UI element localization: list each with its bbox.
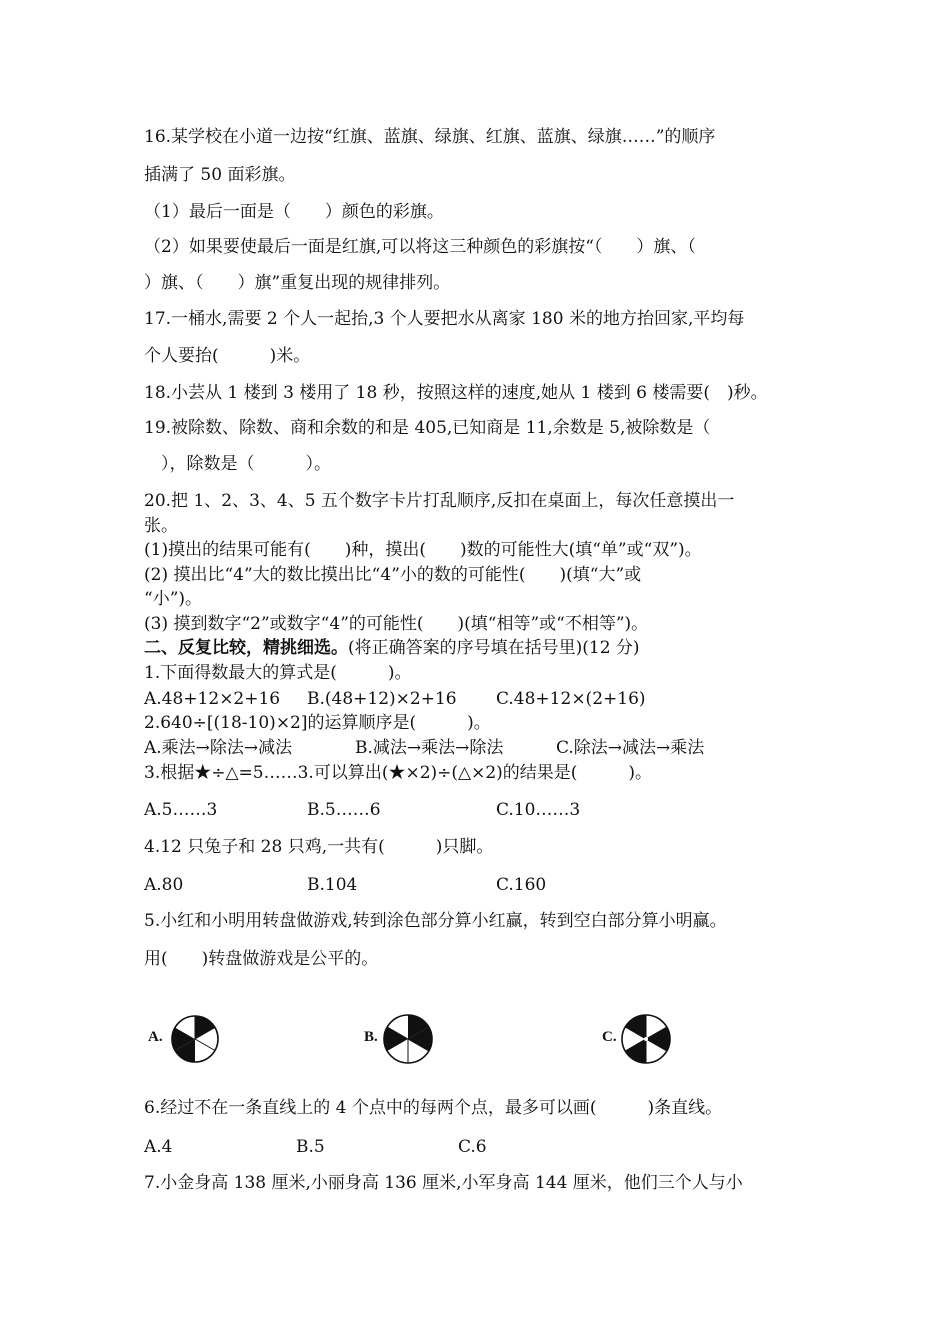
- q16-line1: 16.某学校在小道一边按“红旗、蓝旗、绿旗、红旗、蓝旗、绿旗……”的顺序: [144, 127, 716, 147]
- mc-q6-option-c: C.6: [458, 1137, 487, 1157]
- mc-q4-option-b: B.104: [307, 875, 358, 895]
- q19-line1: 19.被除数、除数、商和余数的和是 405,已知商是 11,余数是 5,被除数是（: [144, 418, 711, 438]
- mc-q3-option-c: C.10……3: [496, 800, 581, 820]
- mc-q3-option-b: B.5……6: [307, 800, 381, 820]
- mc-q7: 7.小金身高 138 厘米,小丽身高 136 厘米,小军身高 144 厘米，他们三个人与小: [144, 1173, 743, 1193]
- mc-q1: 1.下面得数最大的算式是( )。: [144, 663, 412, 683]
- mc-q1-option-a: A.48+12×2+16: [144, 689, 281, 709]
- q18: 18.小芸从 1 楼到 3 楼用了 18 秒，按照这样的速度,她从 1 楼到 6 楼需要( )秒。: [144, 383, 768, 403]
- mc-q2-option-b: B.减法→乘法→除法: [355, 738, 504, 758]
- section2-heading: [144, 637, 640, 659]
- mc-q1-option-c: C.48+12×(2+16): [496, 689, 646, 709]
- q16-sub2a: （2）如果要使最后一面是红旗,可以将这三种颜色的彩旗按“（ ）旗、（: [144, 237, 696, 257]
- spinner-c-label: C.: [602, 1029, 617, 1045]
- mc-q5-line2: 用( )转盘做游戏是公平的。: [144, 949, 379, 969]
- mc-q2-option-a: A.乘法→除法→减法: [144, 738, 293, 758]
- mc-q4-option-c: C.160: [496, 875, 547, 895]
- spinner-a-label: A.: [148, 1029, 163, 1045]
- mc-q5-line1: 5.小红和小明用转盘做游戏,转到涂色部分算小红赢，转到空白部分算小明赢。: [144, 911, 727, 931]
- q20-sub2a: (2) 摸出比“4”大的数比摸出比“4”小的数的可能性( )(填“大”或: [144, 565, 642, 585]
- mc-q6-option-a: A.4: [144, 1137, 173, 1157]
- section2-title: 二、反复比较，精挑细选。: [144, 638, 348, 658]
- q20-line2: 张。: [144, 516, 178, 536]
- mc-q6: 6.经过不在一条直线上的 4 个点中的每两个点，最多可以画( )条直线。: [144, 1098, 723, 1118]
- mc-q1-option-b: B.(48+12)×2+16: [307, 689, 457, 709]
- q16-sub1: （1）最后一面是（ ）颜色的彩旗。: [144, 202, 444, 222]
- q16-line2: 插满了 50 面彩旗。: [144, 165, 296, 185]
- spinner-c-icon: [619, 1012, 673, 1066]
- q20-sub2b: “小”)。: [144, 589, 203, 609]
- mc-q4: 4.12 只兔子和 28 只鸡,一共有( )只脚。: [144, 837, 494, 857]
- spinner-a-icon: [169, 1013, 221, 1065]
- spinner-b-icon: [381, 1012, 435, 1066]
- mc-q3: 3.根据★÷△=5……3.可以算出(★×2)÷(△×2)的结果是( )。: [144, 763, 653, 783]
- mc-q3-option-a: A.5……3: [144, 800, 218, 820]
- mc-q2-option-c: C.除法→减法→乘法: [556, 738, 705, 758]
- q20-sub3: (3) 摸到数字“2”或数字“4”的可能性( )(填“相等”或“不相等”)。: [144, 614, 649, 634]
- q17-line2: 个人要抬( )米。: [144, 346, 311, 366]
- spinner-b-label: B.: [364, 1029, 378, 1045]
- section2-note: (将正确答案的序号填在括号里)(12 分): [348, 638, 640, 658]
- mc-q2: 2.640÷[(18-10)×2]的运算顺序是( )。: [144, 713, 491, 733]
- q20-sub1: (1)摸出的结果可能有( )种，摸出( )数的可能性大(填“单”或“双”)。: [144, 540, 702, 560]
- q17-line1: 17.一桶水,需要 2 个人一起抬,3 个人要把水从离家 180 米的地方抬回家,平均每: [144, 309, 745, 329]
- q16-sub2b: ）旗、（ ）旗”重复出现的规律排列。: [144, 273, 451, 293]
- q19-line2: ），除数是（ ）。: [144, 454, 331, 474]
- q20-line1: 20.把 1、2、3、4、5 五个数字卡片打乱顺序,反扣在桌面上，每次任意摸出一: [144, 491, 735, 511]
- mc-q4-option-a: A.80: [144, 875, 184, 895]
- mc-q6-option-b: B.5: [296, 1137, 325, 1157]
